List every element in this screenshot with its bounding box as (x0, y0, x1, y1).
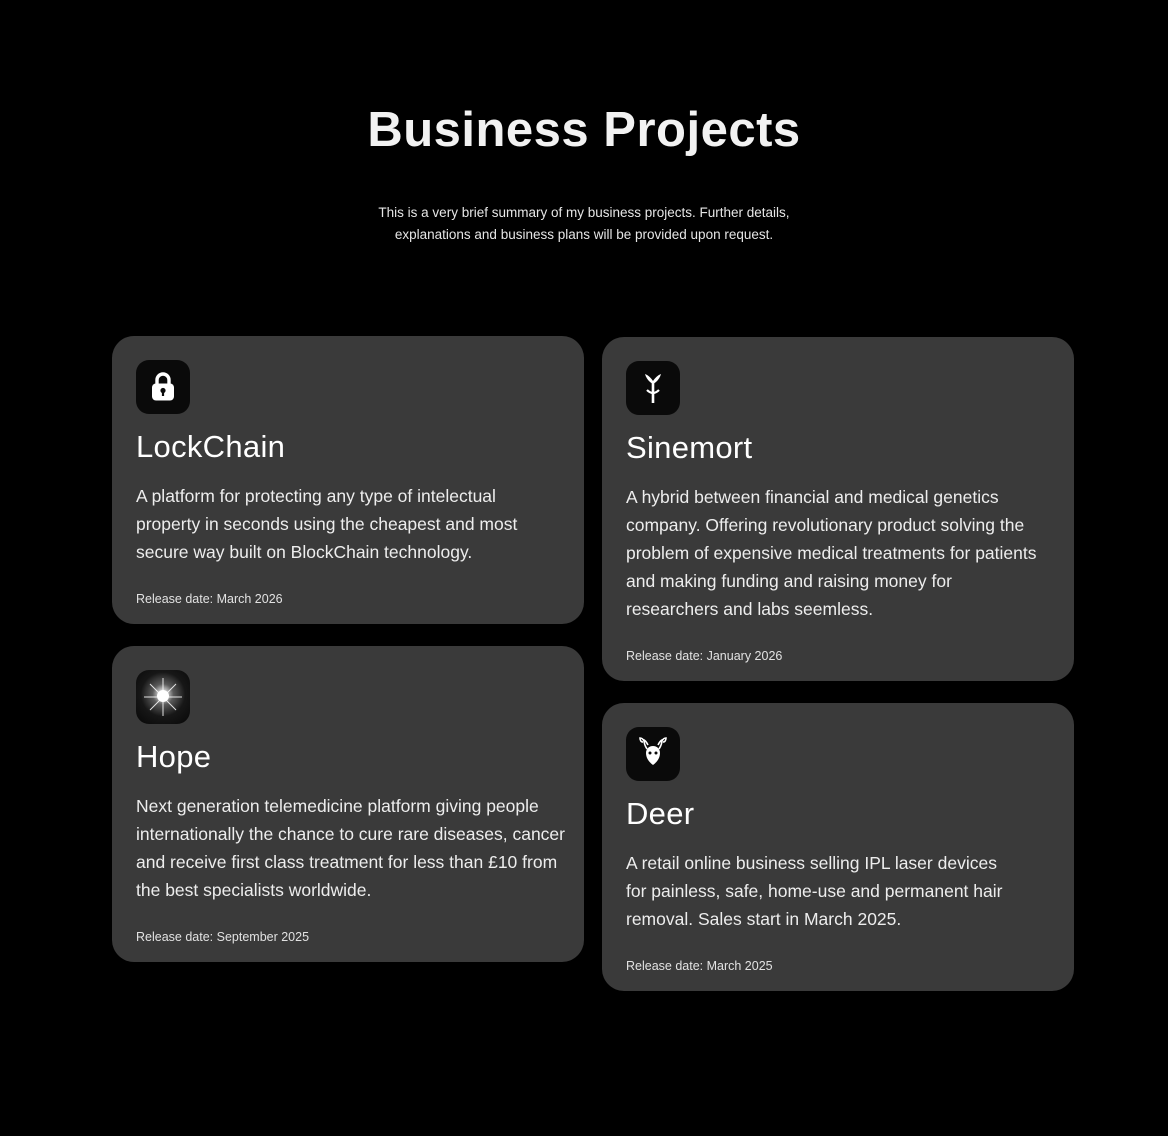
projects-column-left (112, 336, 584, 991)
project-title: Sinemort (626, 430, 753, 465)
projects-column-right (602, 337, 1074, 991)
project-description: Next generation telemedicine platform giving people internationally the chance to cure rare diseases, cancer and receive first class treatment for less than £10 from the best specialists worldwide. (136, 796, 565, 901)
project-description: A retail online business selling IPL laser devices for painless, safe, home-use and permanent hair removal. Sales start in March 2025. (626, 853, 1003, 930)
project-card-deer[interactable] (602, 703, 1074, 991)
projects-grid (112, 336, 1074, 991)
page-subtitle: This is a very brief summary of my business projects. Further details, explanations and business plans will be provided upon request. (378, 204, 790, 242)
project-card-lockchain[interactable] (112, 336, 584, 624)
padlock-icon (136, 360, 190, 414)
project-card-hope[interactable] (112, 646, 584, 962)
project-release-date: Release date: January 2026 (626, 649, 783, 664)
project-title: LockChain (136, 429, 286, 464)
project-title: Hope (136, 739, 212, 775)
project-description: A platform for protecting any type of intelectual property in seconds using the cheapest and most secure way built on BlockChain technology. (136, 486, 518, 563)
project-release-date: Release date: March 2025 (626, 959, 773, 974)
project-card-sinemort[interactable] (602, 337, 1074, 681)
project-release-date: Release date: March 2026 (136, 592, 283, 607)
caduceus-icon (626, 361, 680, 415)
project-title: Deer (626, 796, 695, 832)
page-header (0, 0, 1168, 246)
project-release-date: Release date: September 2025 (136, 930, 310, 945)
light-burst-icon (136, 670, 190, 724)
deer-head-icon (626, 727, 680, 781)
page-title: Business Projects (367, 103, 801, 157)
project-description: A hybrid between financial and medical genetics company. Offering revolutionary product solving the problem of expensive medical treatments for patients and making funding and raising money for researchers and labs seemless. (626, 487, 1037, 620)
